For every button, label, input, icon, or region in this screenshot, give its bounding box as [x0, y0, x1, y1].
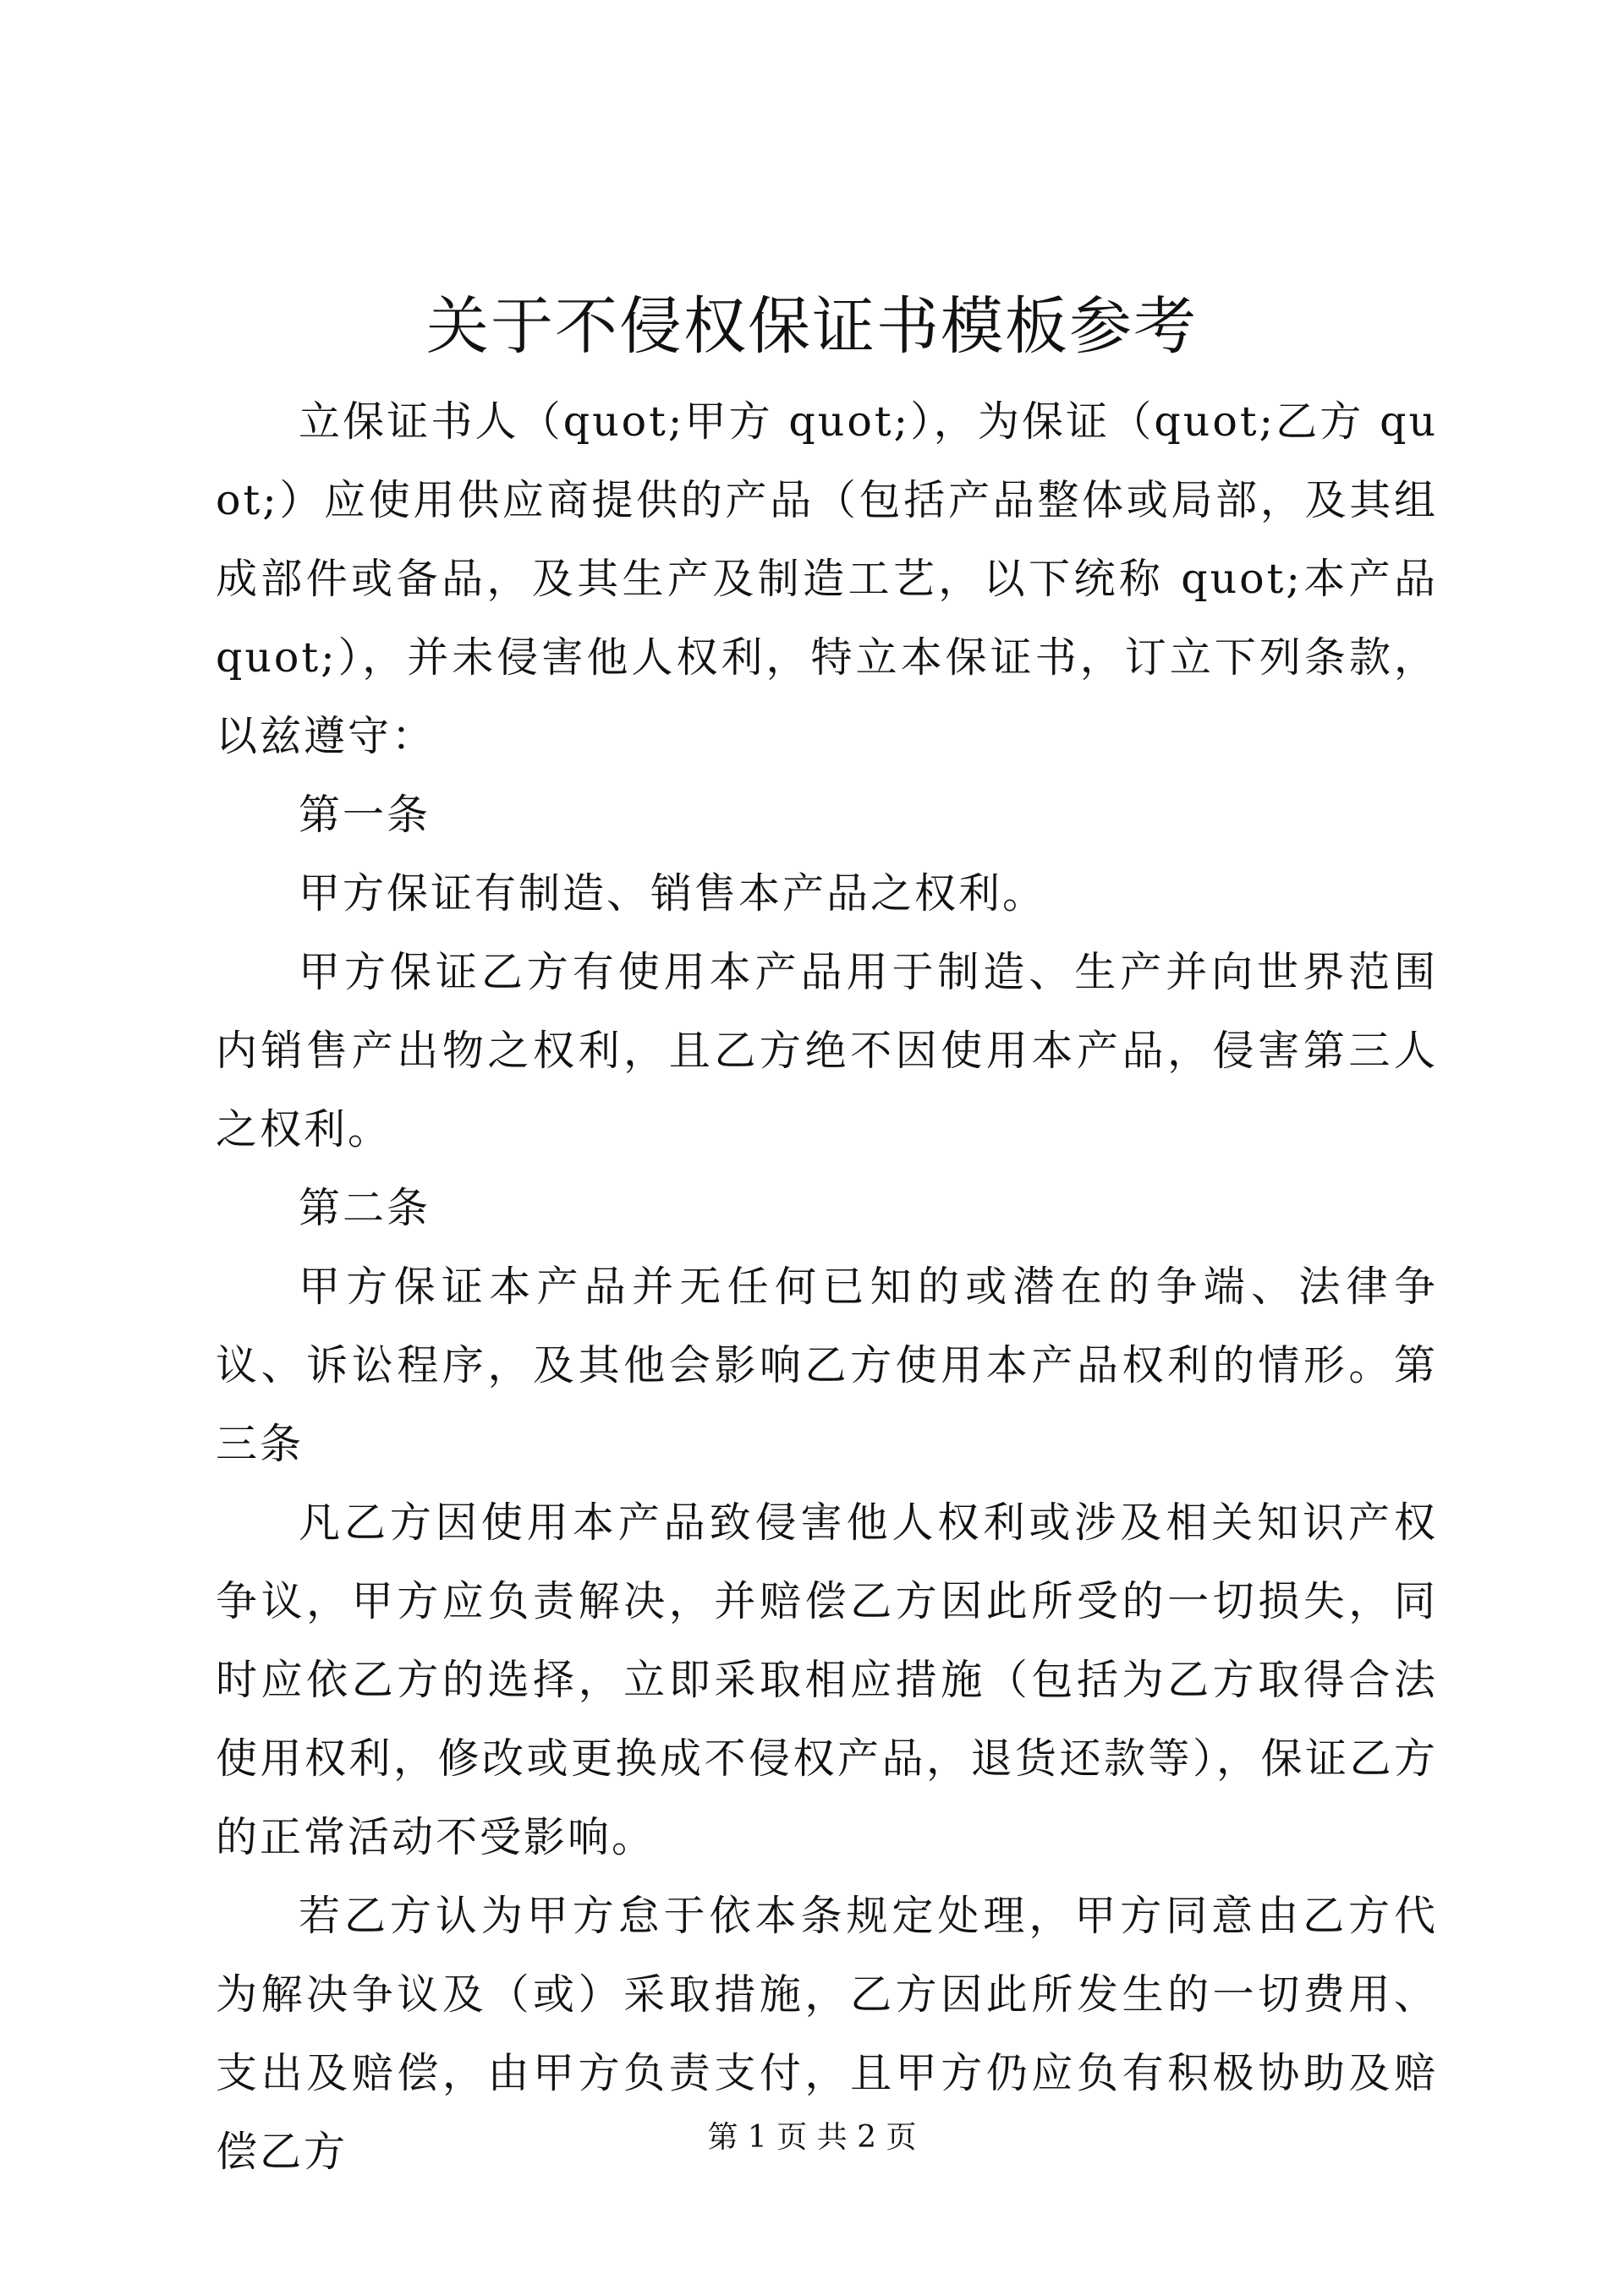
paragraph-article-2: 甲方保证本产品并无任何已知的或潜在的争端、法律争议、诉讼程序，及其他会影响乙方使用本产品权利的情形。第三条 [216, 1263, 1438, 1468]
document-title: 关于不侵权保证书模板参考 [426, 290, 1198, 363]
paragraph-article-1-clause-1: 甲方保证有制造、销售本产品之权利。 [299, 869, 1047, 918]
page-footer: 第 1 页 共 2 页 [707, 2120, 917, 2155]
article-heading-2: 第二条 [299, 1184, 431, 1232]
paragraph-article-3-clause-1: 凡乙方因使用本产品致侵害他人权利或涉及相关知识产权争议，甲方应负责解决，并赔偿乙方因此所受的一切损失，同时应依乙方的选择，立即采取相应措施（包括为乙方取得合法使用权利，修改或更换成不侵权产品，退货还款等），保证乙方的正常活动不受影响。 [216, 1499, 1438, 1861]
paragraph-article-3-clause-2: 若乙方认为甲方怠于依本条规定处理，甲方同意由乙方代为解决争议及（或）采取措施，乙方因此所发生的一切费用、支出及赔偿，由甲方负责支付，且甲方仍应负有积极协助及赔偿乙方 [216, 1892, 1438, 2176]
document-body [216, 382, 1438, 2191]
paragraph-preamble: 立保证书人（quot;甲方 quot;），为保证（quot;乙方 quot;）应使用供应商提供的产品（包括产品整体或局部，及其组成部件或备品，及其生产及制造工艺，以下统称 quot;本产品 quot;），并未侵害他人权利，特立本保证书，订立下列条款，以兹遵守： [216, 397, 1438, 760]
paragraph-article-1-clause-2: 甲方保证乙方有使用本产品用于制造、生产并向世界范围内销售产出物之权利，且乙方绝不因使用本产品，侵害第三人之权利。 [216, 948, 1438, 1153]
article-heading-1: 第一条 [299, 791, 431, 839]
